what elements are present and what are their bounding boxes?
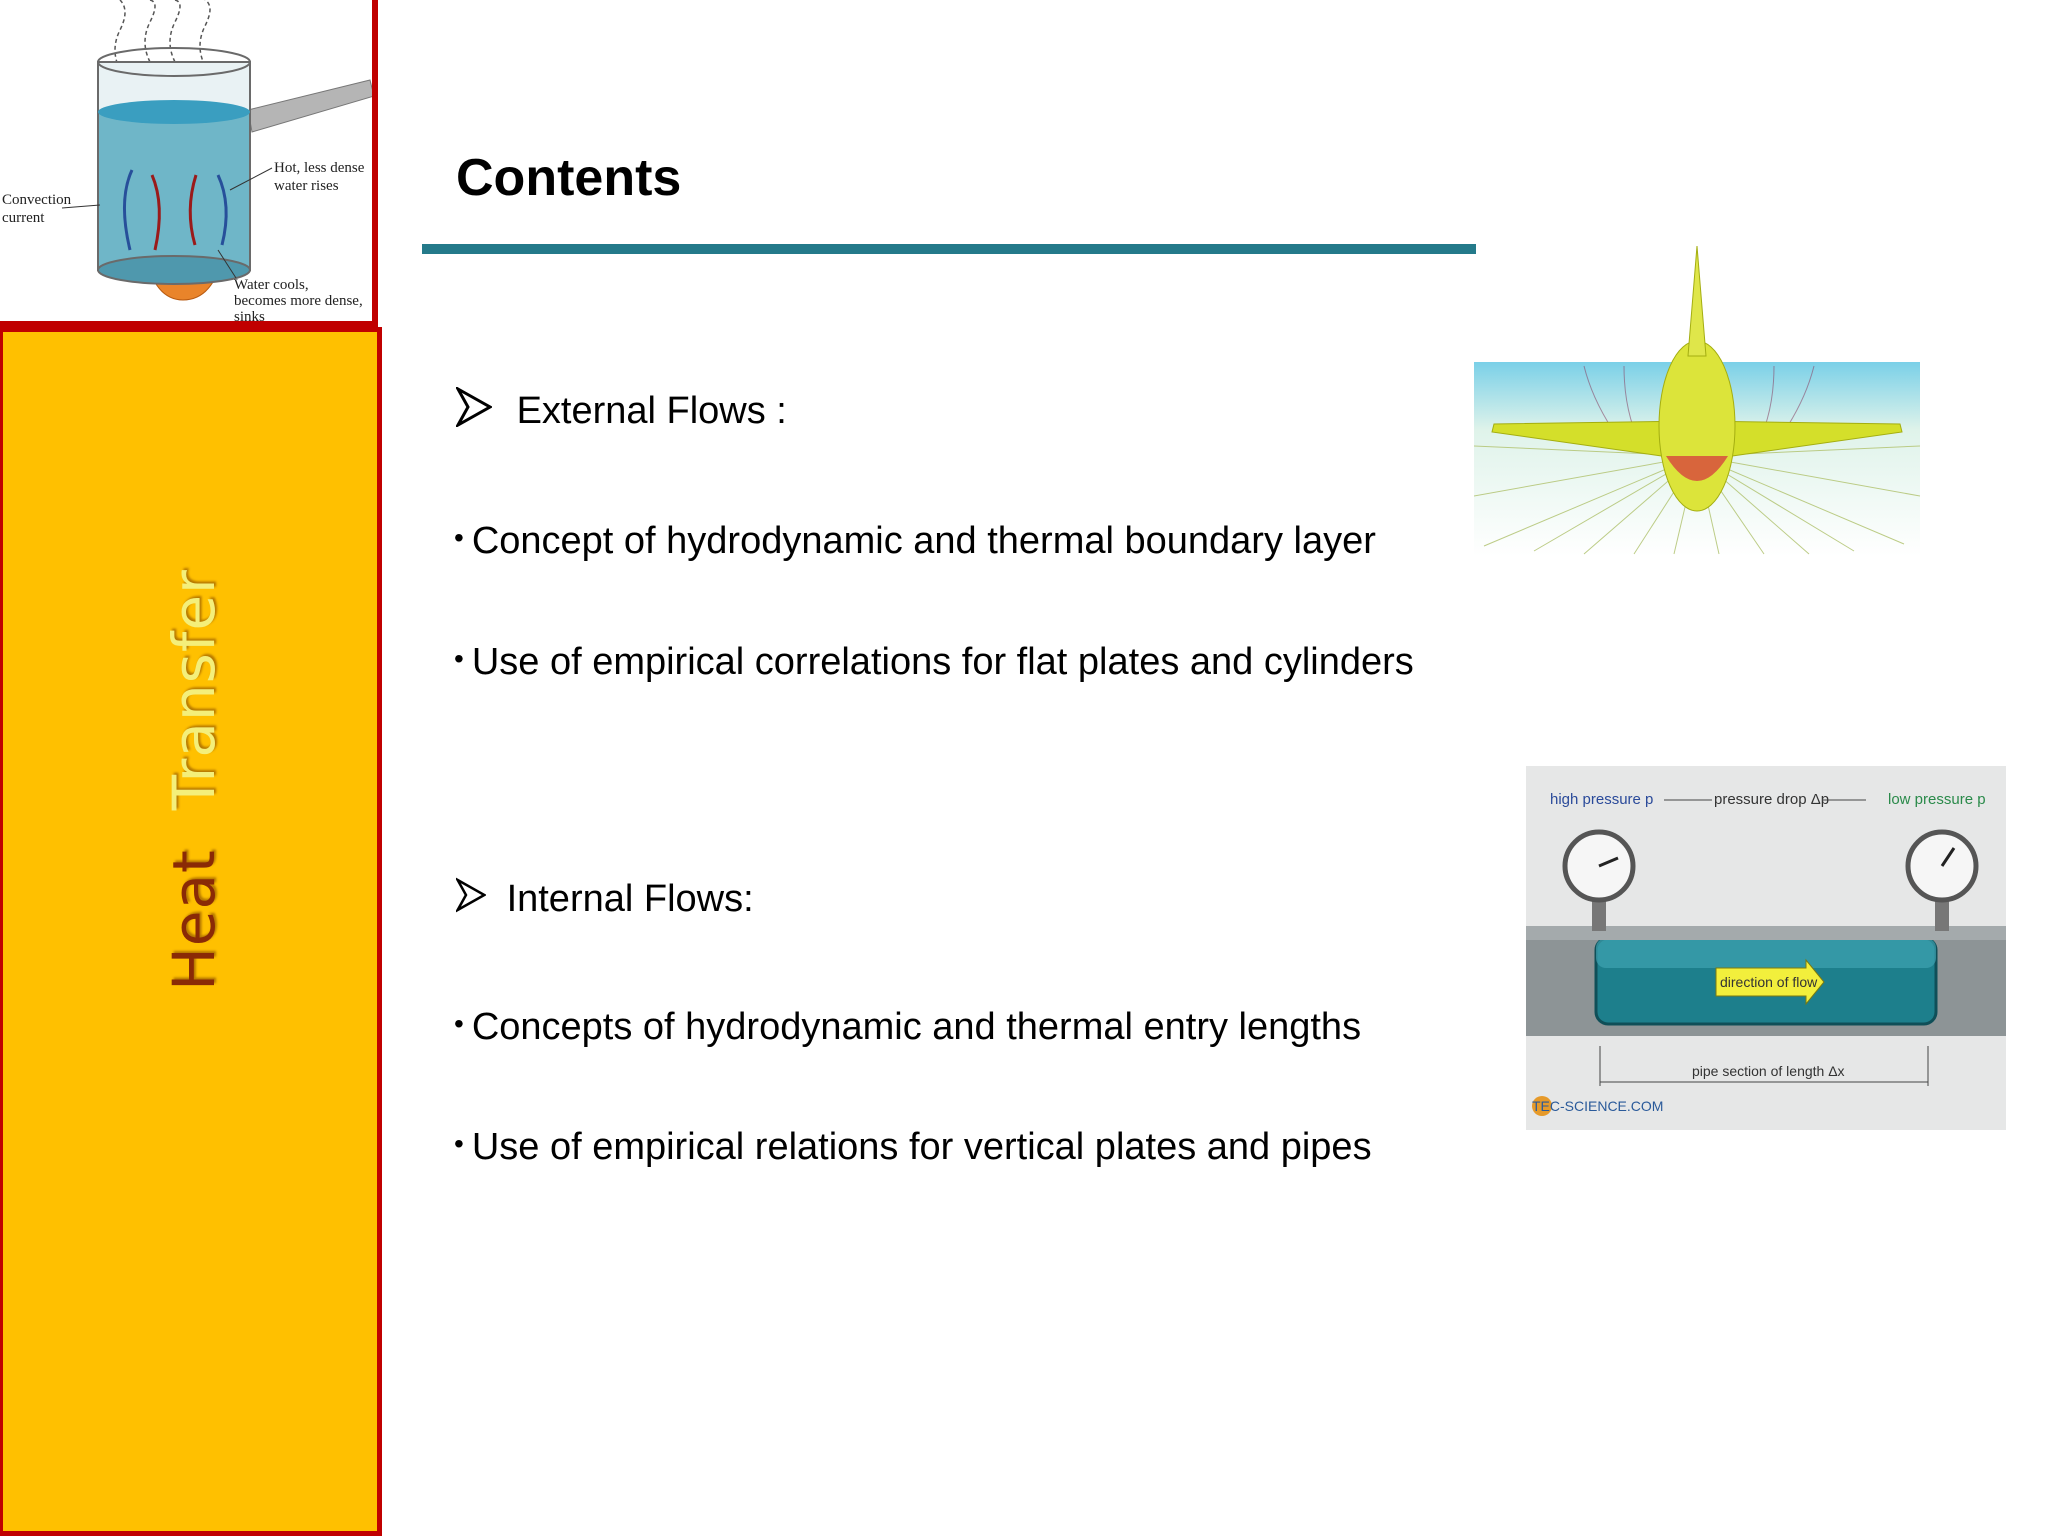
boiling-pot-image xyxy=(0,0,372,321)
label-hot-line1: Hot, less dense xyxy=(274,160,365,176)
label-low-pressure: low pressure p xyxy=(1888,791,1986,808)
title-underline xyxy=(422,244,1476,254)
label-pressure-drop: pressure drop Δp xyxy=(1714,791,1830,808)
external-item-1-text: Concept of hydrodynamic and thermal boundary layer xyxy=(471,520,1376,562)
watermark-text: TEC-SCIENCE.COM xyxy=(1532,1098,1664,1114)
internal-item-1: • Concepts of hydrodynamic and thermal entry lengths xyxy=(454,1006,1362,1048)
steam-lines xyxy=(115,0,210,70)
external-item-1: • Concept of hydrodynamic and thermal boundary layer xyxy=(454,520,1376,562)
internal-flows-label: Internal Flows: xyxy=(506,878,754,920)
internal-item-2: • Use of empirical relations for vertical plates and pipes xyxy=(454,1126,1372,1168)
aircraft-streamlines-image xyxy=(1474,246,1920,556)
external-flows-heading xyxy=(456,384,787,433)
arrowhead-bullet-icon xyxy=(456,877,486,913)
label-direction-of-flow: direction of flow xyxy=(1720,974,1818,990)
label-cool-line2: becomes more dense, xyxy=(234,293,363,309)
convection-illustration xyxy=(0,0,378,327)
label-hot-line2: water rises xyxy=(274,178,339,194)
label-convection: Convection xyxy=(2,192,72,208)
label-cool-line1: Water cools, xyxy=(234,277,309,293)
sidebar-title-transfer: Transfer xyxy=(160,569,228,811)
label-pipe-section: pipe section of length Δx xyxy=(1692,1063,1845,1079)
external-item-2-text: Use of empirical correlations for flat plates and cylinders xyxy=(471,641,1414,683)
arrowhead-bullet-icon xyxy=(456,387,492,427)
internal-item-2-text: Use of empirical relations for vertical plates and pipes xyxy=(471,1126,1372,1168)
external-item-2: • Use of empirical correlations for flat plates and cylinders xyxy=(454,641,1414,683)
internal-item-1-text: Concepts of hydrodynamic and thermal entry lengths xyxy=(471,1006,1362,1048)
internal-flows-heading xyxy=(456,872,754,921)
label-high-pressure: high pressure p xyxy=(1550,791,1654,808)
pipe-pressure-drop-image xyxy=(1526,766,2006,1130)
sidebar-title-heat: Heat xyxy=(160,849,228,991)
slide-title: Contents xyxy=(456,149,682,207)
label-cool-line3: sinks xyxy=(234,309,265,321)
label-current: current xyxy=(2,210,45,226)
external-flows-label: External Flows : xyxy=(516,390,787,432)
sidebar-vertical-title xyxy=(160,569,228,991)
